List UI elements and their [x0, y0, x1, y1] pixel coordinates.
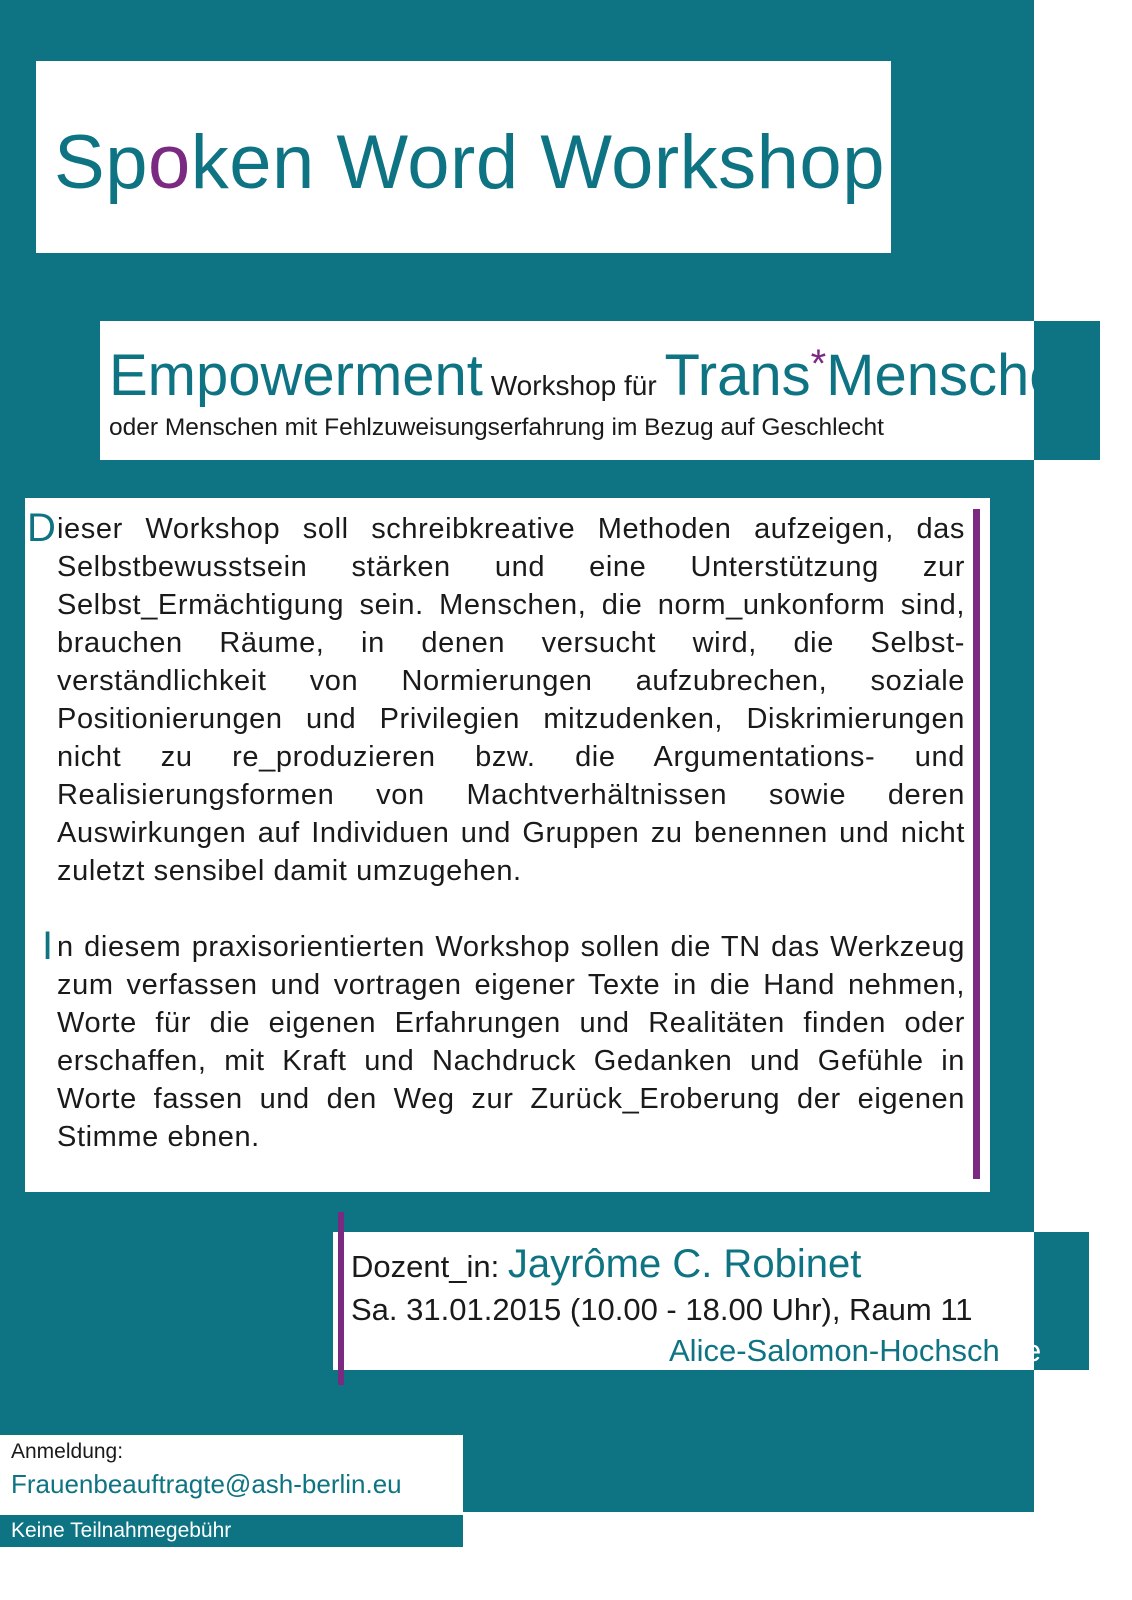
speaker-line — [351, 1242, 861, 1287]
subtitle-workshop-fuer: Workshop für — [482, 370, 665, 401]
paragraph-1: ieser Workshop soll schreibkreative Methoden aufzeigen, das Selbstbewusstsein stärken und eine Unterstützung zur Selbst_Ermächtigung sein. Menschen, die norm_unkonform sind, brauchen Räume, in denen versucht wird, die Selbst-verständlichkeit von Normierungen aufzubrechen, soziale Positionierungen und Privilegien mitzudenken, Diskrimierungen nicht zu re_produzieren bzw. die Argumentations- und Realisierungsformen von Machtverhältnissen sowie deren Auswirkungen auf Individuen und Gruppen zu benennen und nicht zuletzt sensibel damit umzugehen. — [57, 513, 965, 887]
subtitle-menschen: Menschen — [826, 343, 1094, 408]
subtitle-empowerment: Empowerment — [109, 343, 483, 408]
paragraph-2: n diesem praxisorientierten Workshop sollen die TN das Werkzeug zum verfassen und vortragen eigener Texte in die Hand nehmen, Worte für die eigenen Erfahrungen und Realitäten finden oder erschaffen, mit Kraft und Nachdruck Gedanken und Gefühle in Worte fassen und den Weg zur Zurück_Eroberung der eigenen Stimme ebnen. — [57, 931, 965, 1153]
fee-text: Keine Teilnahmegebühr — [11, 1519, 232, 1542]
speaker-accent-bar — [338, 1212, 344, 1385]
subtitle-star: * — [810, 342, 827, 386]
event-venue: Alice-Salomon-Hochschule — [669, 1333, 1042, 1368]
registration-email[interactable]: Frauenbeauftragte@ash-berlin.eu — [11, 1469, 402, 1499]
subtitle-trans: Trans — [664, 343, 811, 408]
subtitle-description: oder Menschen mit Fehlzuweisungserfahrung im Bezug auf Geschlecht — [109, 414, 884, 441]
speaker-label: Dozent_in: — [351, 1249, 508, 1284]
subtitle-headline — [109, 342, 1094, 409]
registration-label: Anmeldung: — [11, 1440, 124, 1463]
poster-title: Spoken Word Workshop — [54, 120, 885, 205]
paragraph-1-dropcap: D — [27, 506, 56, 550]
paragraph-2-dropcap: I — [42, 924, 54, 968]
speaker-box-extension — [1034, 1232, 1089, 1370]
title-box — [36, 61, 891, 253]
speaker-name: Jayrôme C. Robinet — [507, 1242, 862, 1286]
description-accent-bar — [973, 509, 980, 1179]
title-accent-letter: o — [147, 120, 191, 205]
event-date: Sa. 31.01.2015 (10.00 - 18.00 Uhr), Raum 114 — [351, 1292, 990, 1327]
